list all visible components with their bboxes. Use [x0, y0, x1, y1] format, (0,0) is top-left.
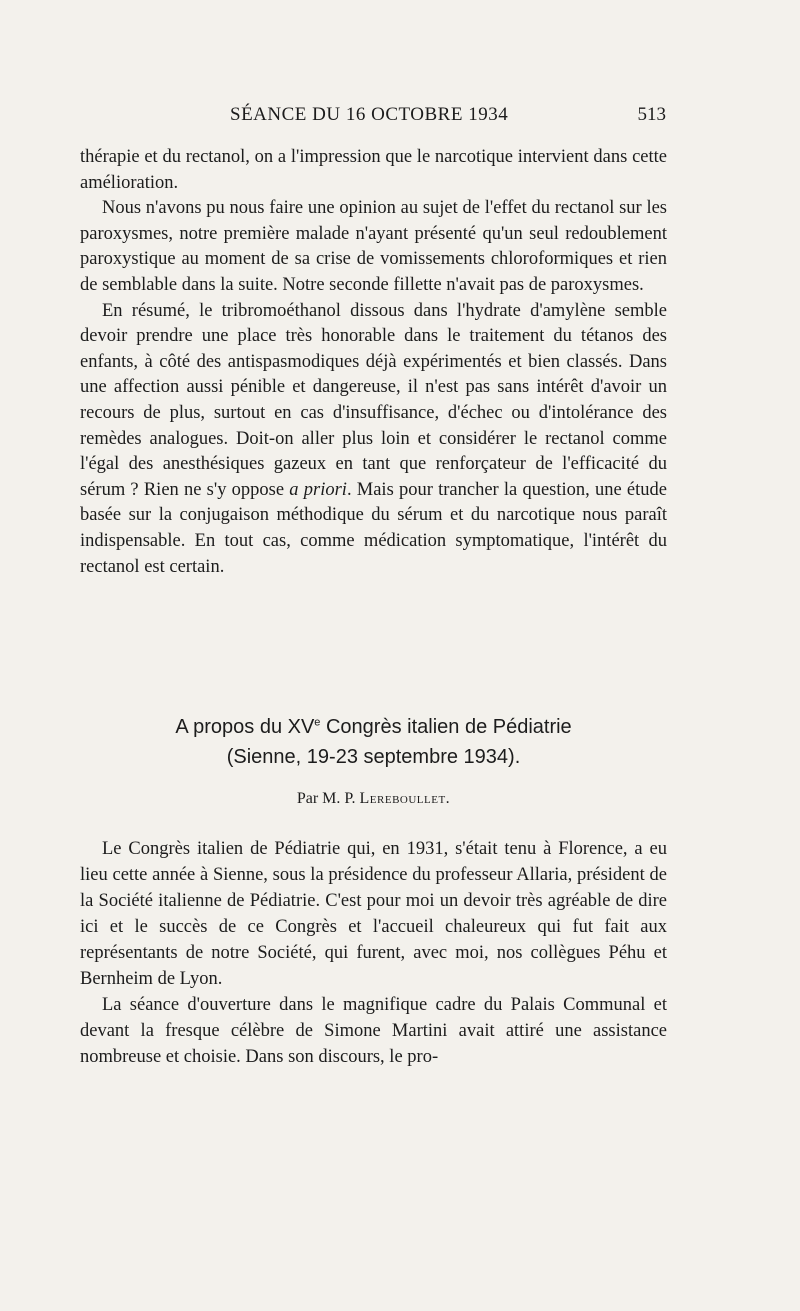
- paragraph-text: En résumé, le tribromoéthanol dissous dans l'hydrate d'amylène semble devoir prendre une place très honorable dans le traitement du tétanos des enfants, à côté des antispasmodiques déjà expérimentés et bien classés. Dans une affection aussi pénible et dangereuse, il n'est pas sans intérêt d'avoir un recours de plus, surtout en cas d'insuffisance, d'échec ou d'intolérance des remèdes analogues. Doit-on aller plus loin et considérer le rectanol comme l'égal des anesthésiques gazeux en tant que renforçateur de l'efficacité du sérum ? Rien ne s'y oppose: [80, 300, 667, 500]
- body-text-top: [80, 145, 667, 580]
- paragraph: Le Congrès italien de Pédiatrie qui, en 1931, s'était tenu à Florence, a eu lieu cette année à Sienne, sous la présidence du professeur Allaria, président de la Société italienne de Pédiatrie. C'est pour moi un devoir très agréable de dire ici et le succès de ce Congrès et l'accueil chaleureux qui fut fait aux représentants de notre Société, qui furent, avec moi, nos collègues Péhu et Bernheim de Lyon.: [80, 839, 667, 989]
- section-title-line-2: (Sienne, 19-23 septembre 1934).: [226, 746, 521, 768]
- title-superscript: e: [314, 716, 321, 729]
- byline-prefix: Par M. P.: [296, 790, 360, 807]
- running-title-year: 1934: [468, 104, 509, 125]
- running-title-prefix: SÉANCE DU: [230, 104, 341, 125]
- italic-phrase: a priori: [289, 479, 347, 500]
- paragraph-text: . Mais pour trancher la question, une étude basée sur la conjugaison méthodique du sérum et du narcotique nous paraît indispensable. En tout cas, comme médication symptomatique, l'intérêt du rectanol est certain.: [80, 479, 667, 577]
- title-text: Congrès italien de Pédiatrie: [320, 716, 572, 738]
- page-number: 513: [637, 104, 666, 125]
- title-text: A propos du XV: [175, 716, 315, 738]
- running-title-day: 16: [345, 104, 366, 125]
- paragraph-conclusion: [80, 299, 667, 581]
- section-title: [80, 712, 667, 772]
- byline: [80, 790, 667, 808]
- body-text-bottom: [80, 836, 667, 1070]
- paragraph: La séance d'ouverture dans le magnifique cadre du Palais Communal et devant la fresque célèbre de Simone Martini avait attiré une assistance nombreuse et choisie. Dans son discours, le pro-: [80, 995, 667, 1067]
- paragraph: Nous n'avons pu nous faire une opinion au sujet de l'effet du rectanol sur les paroxysmes, notre première malade n'ayant présenté qu'un seul redoublement paroxystique au moment de sa crise de vomissements chloroformiques et rien de semblable dans la suite. Notre seconde fillette n'avait pas de paroxysmes.: [80, 198, 667, 295]
- byline-author: Lereboullet.: [359, 790, 451, 807]
- section-title-line-1: [80, 712, 667, 742]
- running-header: [80, 104, 666, 136]
- running-title-month: OCTOBRE: [371, 104, 463, 125]
- running-title: [230, 104, 508, 126]
- paragraph: thérapie et du rectanol, on a l'impression que le narcotique intervient dans cette amélioration.: [80, 147, 667, 193]
